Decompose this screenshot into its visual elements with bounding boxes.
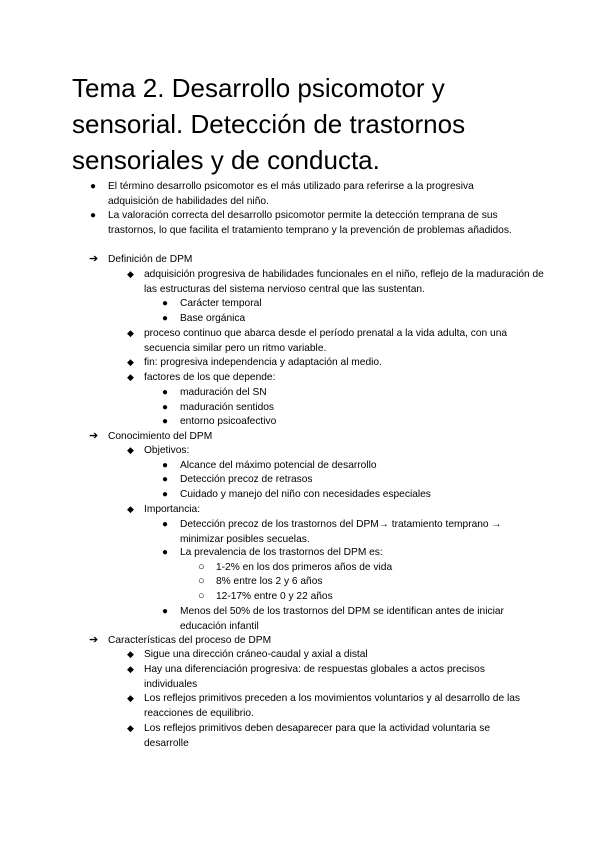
list-item: Objetivos: — [144, 445, 190, 456]
hollow-bullet-icon: ○ — [198, 575, 205, 587]
bullet-dot-icon: ● — [90, 181, 97, 192]
list-item: Cuidado y manejo del niño con necesidades especiales — [180, 489, 431, 500]
list-item: Hay una diferenciación progresiva: de respuestas globales a actos precisos individuales — [144, 664, 485, 690]
bullet-dot-icon: ● — [162, 547, 169, 558]
hollow-bullet-icon: ○ — [198, 590, 205, 602]
list-item: Menos del 50% de los trastornos del DPM se identifican antes de iniciar educación infantil — [180, 606, 504, 632]
bullet-dot-icon: ● — [162, 387, 169, 398]
list-item: 1-2% en los dos primeros años de vida — [216, 562, 393, 573]
diamond-bullet-icon: ◆ — [127, 357, 134, 367]
diamond-bullet-icon: ◆ — [127, 269, 134, 279]
list-item: maduración del SN — [180, 387, 267, 398]
list-item: proceso continuo que abarca desde el período prenatal a la vida adulta, con una secuencia similar pero un ritmo variable. — [144, 328, 508, 354]
list-item: maduración sentidos — [180, 402, 275, 413]
list-item: Importancia: — [144, 504, 201, 515]
bullet-dot-icon: ● — [162, 298, 169, 309]
list-item: Conocimiento del DPM — [108, 431, 213, 442]
bullet-dot-icon: ● — [90, 210, 97, 221]
bullet-dot-icon: ● — [162, 606, 169, 617]
bullet-dot-icon: ● — [162, 313, 169, 324]
diamond-bullet-icon: ◆ — [127, 372, 134, 382]
diamond-bullet-icon: ◆ — [127, 649, 134, 659]
diamond-bullet-icon: ◆ — [127, 723, 134, 733]
bullet-dot-icon: ● — [162, 519, 169, 530]
arrow-right-icon: ➔ — [89, 253, 99, 265]
list-item: 12-17% entre 0 y 22 años — [216, 591, 333, 602]
arrow-right-icon: ➔ — [89, 430, 99, 442]
list-item: factores de los que depende: — [144, 372, 276, 383]
diamond-bullet-icon: ◆ — [127, 445, 134, 455]
list-item: Definición de DPM — [108, 254, 193, 265]
bullet-dot-icon: ● — [162, 489, 169, 500]
list-item: Características del proceso de DPM — [108, 635, 272, 646]
page-title: Tema 2. Desarrollo psicomotor y sensorial. Detección de trastornos sensoriales y de conducta. — [72, 73, 466, 175]
list-item: entorno psicoafectivo — [180, 416, 277, 427]
list-item: La valoración correcta del desarrollo psicomotor permite la detección temprana de sus trastornos, lo que facilita el tratamiento temprano y la prevención de problemas añadidos. — [108, 210, 512, 236]
diamond-bullet-icon: ◆ — [127, 504, 134, 514]
hollow-bullet-icon: ○ — [198, 561, 205, 573]
list-item: Base orgánica — [180, 313, 246, 324]
arrow-right-icon: ➔ — [89, 634, 99, 646]
list-item: fin: progresiva independencia y adaptación al medio. — [144, 357, 382, 368]
bullet-dot-icon: ● — [162, 416, 169, 427]
list-item: 8% entre los 2 y 6 años — [216, 576, 323, 587]
list-item: Los reflejos primitivos deben desaparecer para que la actividad voluntaria se desarrolle — [144, 723, 491, 749]
diamond-bullet-icon: ◆ — [127, 664, 134, 674]
bullet-dot-icon: ● — [162, 460, 169, 471]
list-item: Detección precoz de retrasos — [180, 474, 313, 485]
diamond-bullet-icon: ◆ — [127, 328, 134, 338]
list-item: Detección precoz de los trastornos del DPM→ tratamiento temprano → minimizar posibles secuelas. — [180, 519, 502, 545]
list-item: La prevalencia de los trastornos del DPM es: — [180, 547, 383, 558]
list-item: Sigue una dirección cráneo-caudal y axial a distal — [144, 649, 368, 660]
diamond-bullet-icon: ◆ — [127, 693, 134, 703]
list-item: Alcance del máximo potencial de desarrollo — [180, 460, 377, 471]
bullet-dot-icon: ● — [162, 402, 169, 413]
list-item: adquisición progresiva de habilidades funcionales en el niño, reflejo de la maduración de las estructuras del sistema nervioso central que las sustentan. — [144, 269, 544, 295]
bullet-dot-icon: ● — [162, 474, 169, 485]
list-item: Los reflejos primitivos preceden a los movimientos voluntarios y al desarrollo de las reacciones de equilibrio. — [144, 693, 520, 719]
list-item: El término desarrollo psicomotor es el más utilizado para referirse a la progresiva adquisición de habilidades del niño. — [108, 181, 474, 207]
list-item: Carácter temporal — [180, 298, 262, 309]
